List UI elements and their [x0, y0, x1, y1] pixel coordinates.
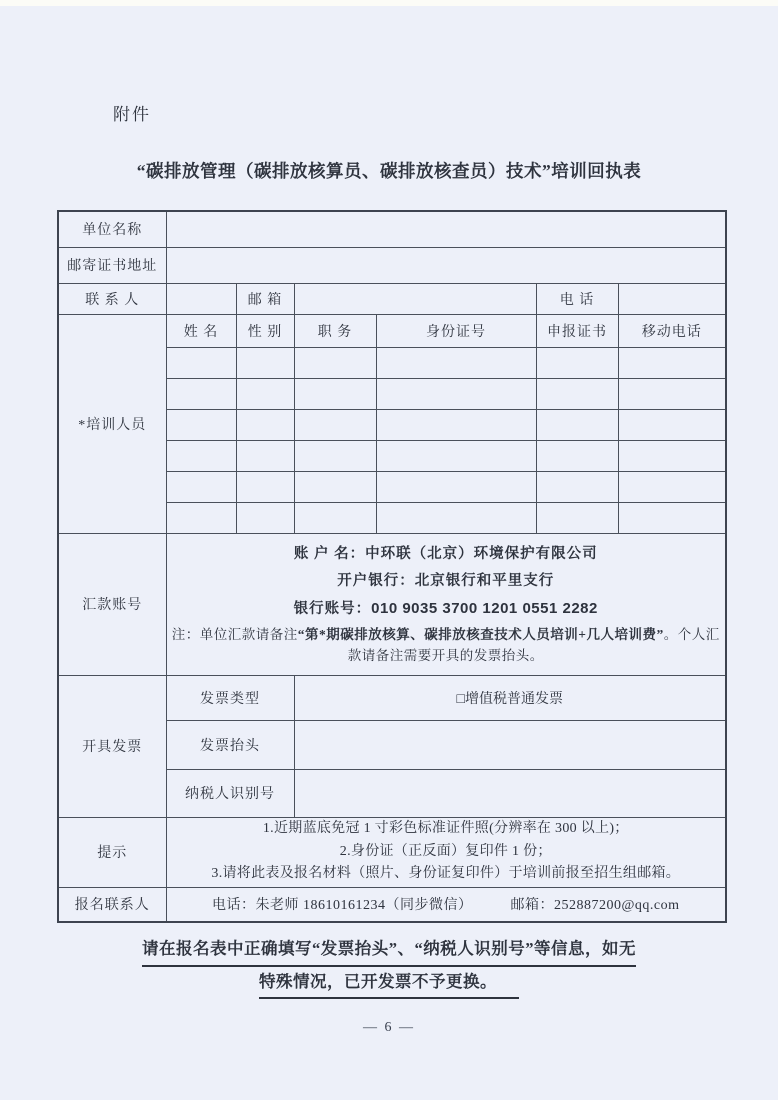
trainee-cell — [376, 409, 536, 440]
trainee-cell — [166, 347, 236, 378]
trainee-cell — [294, 471, 376, 502]
trainee-cell — [294, 409, 376, 440]
trainee-cell — [376, 347, 536, 378]
trainee-cell — [236, 378, 294, 409]
trainee-cell — [618, 347, 726, 378]
trainee-cell — [376, 378, 536, 409]
trainee-cell — [536, 409, 618, 440]
personnel-header-mobile: 移动电话 — [618, 314, 726, 347]
trainee-cell — [536, 502, 618, 533]
trainee-cell — [294, 378, 376, 409]
trainee-cell — [618, 378, 726, 409]
trainee-cell — [236, 440, 294, 471]
remit-content — [166, 533, 726, 675]
attachment-label: 附件 — [113, 105, 151, 124]
trainee-cell — [376, 440, 536, 471]
contact-row — [58, 283, 726, 314]
contact-value-cell — [166, 283, 236, 314]
email-value-cell — [294, 283, 536, 314]
invoice-type-row — [58, 675, 726, 720]
trainee-cell — [536, 347, 618, 378]
invoice-type-label: 发票类型 — [166, 675, 294, 720]
invoice-label: 开具发票 — [58, 675, 166, 817]
mail-address-row — [58, 247, 726, 283]
scan-edge — [0, 0, 778, 6]
remit-row — [58, 533, 726, 675]
unit-name-row — [58, 211, 726, 247]
trainee-cell — [166, 378, 236, 409]
trainee-cell — [376, 502, 536, 533]
invoice-taxid-value-cell — [294, 769, 726, 817]
invoice-type-value: □增值税普通发票 — [294, 675, 726, 720]
trainee-cell — [618, 502, 726, 533]
registration-email: 邮箱：252887200@qq.com — [510, 898, 680, 914]
trainee-cell — [166, 409, 236, 440]
unit-name-value-cell — [166, 211, 726, 247]
registration-contact-content — [166, 887, 726, 922]
tips-label: 提示 — [58, 817, 166, 887]
trainee-cell — [618, 409, 726, 440]
invoice-title-value-cell — [294, 720, 726, 769]
registration-phone: 电话：朱老师 18610161234（同步微信） — [212, 898, 473, 914]
remit-account-number-label: 银行账号： — [293, 600, 372, 617]
tip-item: 3.请将此表及报名材料（照片、身份证复印件）于培训前报至招生组邮箱。 — [211, 866, 681, 882]
personnel-header-gender: 性 别 — [236, 314, 294, 347]
remit-note — [167, 625, 726, 667]
remit-account-name: 账 户 名：中环联（北京）环境保护有限公司 — [293, 546, 598, 563]
trainee-cell — [236, 471, 294, 502]
phone-value-cell — [618, 283, 726, 314]
personnel-header-idnumber: 身份证号 — [376, 314, 536, 347]
tip-item: 2.身份证（正反面）复印件 1 份； — [339, 843, 552, 859]
trainee-cell — [166, 440, 236, 471]
remit-account-number — [167, 595, 726, 623]
remit-bank: 开户银行：北京银行和平里支行 — [337, 573, 555, 590]
invoice-taxid-label: 纳税人识别号 — [166, 769, 294, 817]
trainee-cell — [166, 471, 236, 502]
page-title: “碳排放管理（碳排放核算员、碳排放核查员）技术”培训回执表 — [136, 161, 642, 181]
trainee-cell — [294, 440, 376, 471]
trainee-cell — [236, 347, 294, 378]
trainee-cell — [236, 409, 294, 440]
email-label: 邮 箱 — [236, 283, 294, 314]
footer-note — [0, 934, 778, 999]
personnel-header-row — [58, 314, 726, 347]
trainee-cell — [236, 502, 294, 533]
tip-item: 1.近期蓝底免冠 1 寸彩色标准证件照(分辨率在 300 以上)； — [262, 820, 629, 836]
trainee-cell — [536, 471, 618, 502]
registration-form-table — [57, 210, 727, 923]
remit-note-bold: “第*期碳排放核算、碳排放核查技术人员培训+几人培训费” — [297, 626, 664, 642]
trainee-cell — [294, 502, 376, 533]
footer-note-line2: 特殊情况，已开发票不予更换。 — [259, 967, 519, 1000]
tips-content — [166, 817, 726, 887]
remit-note-suffix: 。个人汇款请备注需要开具的发票抬头。 — [347, 626, 720, 663]
trainee-cell — [376, 471, 536, 502]
personnel-header-certificate: 申报证书 — [536, 314, 618, 347]
remit-note-prefix: 注：单位汇款请备注 — [171, 626, 298, 642]
mail-address-value-cell — [166, 247, 726, 283]
unit-name-label: 单位名称 — [58, 211, 166, 247]
registration-contact-label: 报名联系人 — [58, 887, 166, 922]
footer-note-line1: 请在报名表中正确填写“发票抬头”、“纳税人识别号”等信息，如无 — [142, 934, 636, 967]
remit-label: 汇款账号 — [58, 533, 166, 675]
personnel-header-position: 职 务 — [294, 314, 376, 347]
page-number: — 6 — — [363, 1020, 415, 1035]
trainee-cell — [618, 440, 726, 471]
trainee-cell — [294, 347, 376, 378]
personnel-header-name: 姓 名 — [166, 314, 236, 347]
mail-address-label: 邮寄证书地址 — [58, 247, 166, 283]
tips-row — [58, 817, 726, 887]
trainee-cell — [618, 471, 726, 502]
registration-contact-row — [58, 887, 726, 922]
phone-label: 电 话 — [536, 283, 618, 314]
remit-account-number-value: 010 9035 3700 1201 0551 2282 — [371, 599, 598, 617]
trainee-cell — [166, 502, 236, 533]
contact-label: 联 系 人 — [58, 283, 166, 314]
trainees-label: *培训人员 — [58, 314, 166, 533]
trainee-cell — [536, 440, 618, 471]
invoice-title-label: 发票抬头 — [166, 720, 294, 769]
trainee-cell — [536, 378, 618, 409]
